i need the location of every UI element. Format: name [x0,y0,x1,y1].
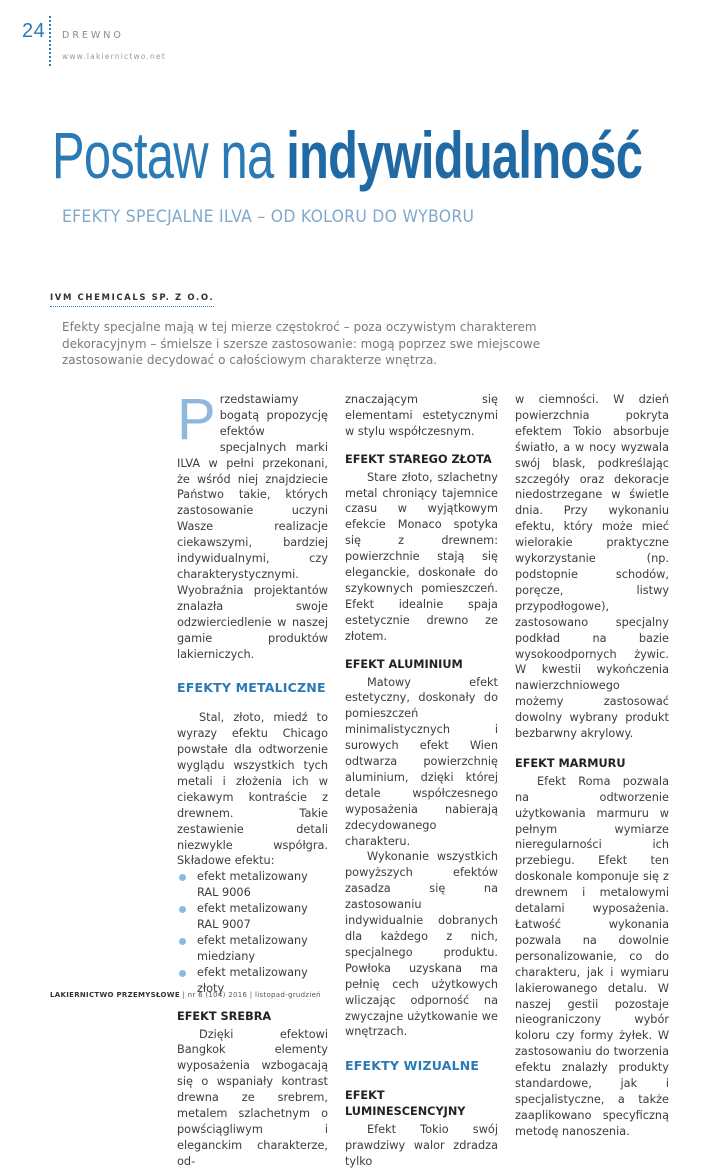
heading-luminescent-effect: EFEKT LUMINESCENCYJNY [345,1089,466,1119]
silver-paragraph-continued: znaczającym się elementami estetycznymi w stylu współczesnym. [345,393,498,438]
title-light-part: Postaw na [52,118,287,192]
text-column-3 [515,392,669,1140]
title-bold-part: indywidualność [286,118,643,192]
heading-old-gold-effect: EFEKT STAREGO ZŁOTA [345,452,492,466]
text-column-1 [177,387,328,1170]
heading-silver-effect: EFEKT SREBRA [177,1009,272,1023]
heading-marble-effect: EFEKT MARMURU [515,756,626,770]
intro-text: rzedstawiamy bogatą propozycję efektów specjalnych marki ILVA w pełni przekonani, że wśród niej znajdziecie Państwo takie, których zastosowanie uczyni Wasze realizacje ciekawszymi, bardziej indywidualnymi, czy charakterystycznymi. Wyobraźnia projektantów znalazła swoje odzwierciedlenie w naszej gamie produktów lakierniczych. [177,393,328,661]
luminescent-paragraph: Efekt Tokio swój prawdziwy walor zdradza tylko [345,1123,498,1168]
article-subtitle: EFEKTY SPECJALNE ILVA – OD KOLORU DO WYBORU [62,207,475,227]
intro-paragraph [177,387,328,662]
metallic-bullet-list [177,869,328,996]
drop-cap: P [177,387,216,452]
bullet-item: efekt metalizowany złoty [177,965,328,997]
footer-separator: | [182,991,186,999]
page-footer [50,991,321,999]
heading-metallic-effects: EFEKTY METALICZNE [177,680,326,696]
article-lead: Efekty specjalne mają w tej mierze częstokroć – poza oczywistym charakterem dekoracyjnym – śmielsze i szersze zastosowanie: mogą poprzez swe miejscowe zastosowanie decydować o całościowym charakterze wnętrza. [62,320,541,367]
page-number: 24 [22,20,46,42]
marble-paragraph: Efekt Roma pozwala na odtworzenie użytkowania marmuru w pełnym wymiarze nieregularności ich przebiegu. Efekt ten doskonale komponuje się z drewnem i metalowymi detalami wyposażenia. Łatwość wykonania pozwala na dowolnie personalizowanie, co do charakteru, jak i wymiaru lakierowanego detalu. W naszej gestii pozostaje nieograniczony wybór koloru czy formy żyłek. W zastosowaniu do tworzenia efektu znalazły produkty standardowe, jak i specjalistyczne, a także zaaplikowano specyficzną metodę nanoszenia. [515,774,669,1138]
bullet-item: efekt metalizowany RAL 9006 [177,869,328,901]
heading-aluminium-effect: EFEKT ALUMINIUM [345,657,463,671]
footer-issue: nr 6 (104) 2016 [187,991,248,999]
silver-paragraph: Dzięki efektowi Bangkok elementy wyposażenia wzbogacają się o wspaniały kontrast drewna ze srebrem, metalem szlachetnym o powściągliwym i eleganckim charakterze, od- [177,1027,328,1168]
luminescent-paragraph-continued: w ciemności. W dzień powierzchnia pokryta efektem Tokio absorbuje światło, a w nocy wyzwala swój blask, podkreślając szczegóły oraz dekoracje niedostrzegane w świetle dnia. Przy wykonaniu efektu, który może mieć wielorakie praktyczne wykorzystanie (np. podstopnie schodów, poręcze, listwy przypodłogowe), zastosowano specjalny podkład na bazie wysokoodpornych żywic. W kwestii wykończenia nawierzchniowego możemy zastosować dowolny wybrany produkt bezbarwny akrylowy. [515,393,669,741]
section-label: DREWNO [62,30,124,41]
footer-magazine-name: LAKIERNICTWO PRZEMYSŁOWE [50,991,180,999]
footer-separator: | [249,991,253,999]
footer-period: listopad-grudzień [254,991,321,999]
header-dotted-divider [49,16,51,66]
article-author: IVM CHEMICALS SP. Z O.O. [50,293,214,307]
aluminium-paragraph-2: Wykonanie wszystkich powyższych efektów zasadza się na zastosowaniu indywidualnie dobranych dla każdego z nich, specjalnego produktu. Powłoka uzyskana ma pełnię cech użytkowych wliczając odporność na zwyczajne użytkowanie we wnętrzach. [345,850,498,1039]
bullet-item: efekt metalizowany miedziany [177,933,328,965]
heading-visual-effects: EFEKTY WIZUALNE [345,1058,480,1074]
metallic-paragraph: Stal, złoto, miedź to wyrazy efektu Chicago powstałe dla odtworzenie wyglądu wszystkich tych metali i złożenia ich w ciekawym kontraście z drewnem. Takie zestawienie detali niezwykle współgra. Składowe efektu: [177,711,328,868]
aluminium-paragraph: Matowy efekt estetyczny, doskonały do pomieszczeń minimalistycznych i surowych efekt Wien odtwarza powierzchnię aluminium, dzięki której detale współczesnego wyposażenia nabierają zdecydowanego charakteru. [345,675,498,848]
text-column-2 [345,392,498,1170]
article-title [52,118,642,192]
bullet-item: efekt metalizowany RAL 9007 [177,901,328,933]
website-link[interactable]: www.lakiernictwo.net [62,52,166,61]
old-gold-paragraph: Stare złoto, szlachetny metal chroniący tajemnice czasu w wyjątkowym efekcie Monaco spotyka się z drewnem: powierzchnie stają się eleganckie, doskonałe do szykownych pomieszczeń. Efekt idealnie spaja estetycznie drewno ze złotem. [345,470,498,643]
